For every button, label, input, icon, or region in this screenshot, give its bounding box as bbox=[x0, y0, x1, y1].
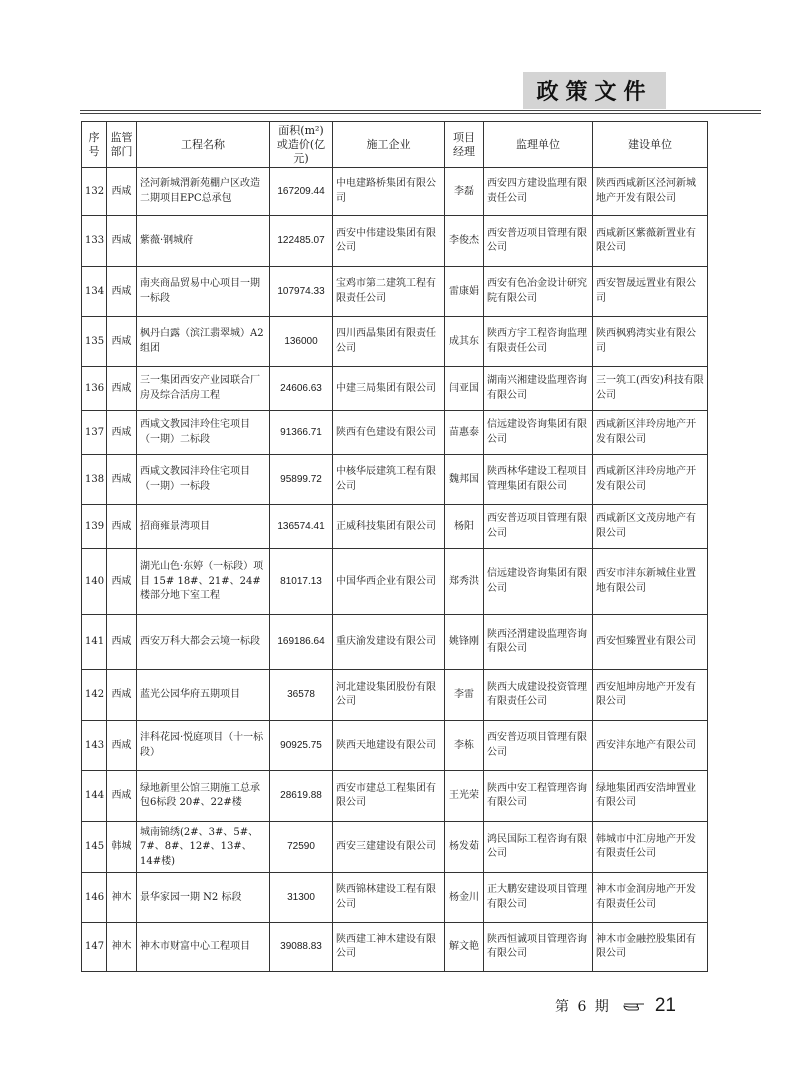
supervision-company: 陕西中安工程管理咨询有限公司 bbox=[484, 771, 593, 822]
owner-company: 西咸新区文茂房地产有限公司 bbox=[593, 505, 708, 549]
row-number: 138 bbox=[82, 455, 107, 505]
owner-company: 陕西西咸新区泾河新城地产开发有限公司 bbox=[593, 168, 708, 216]
supervision-company: 陕西恒诚项目管理咨询有限公司 bbox=[484, 923, 593, 972]
pointing-hand-icon bbox=[623, 1000, 645, 1012]
row-number: 140 bbox=[82, 549, 107, 615]
project-manager: 王光荣 bbox=[445, 771, 484, 822]
row-number: 135 bbox=[82, 317, 107, 367]
supervision-company: 陕西泾渭建设监理咨询有限公司 bbox=[484, 615, 593, 670]
project-name: 神木市财富中心工程项目 bbox=[137, 923, 270, 972]
owner-company: 神木市金润房地产开发有限责任公司 bbox=[593, 873, 708, 923]
row-number: 143 bbox=[82, 721, 107, 771]
project-manager: 李雷 bbox=[445, 670, 484, 721]
supervision-company: 西安普迈项目管理有限公司 bbox=[484, 721, 593, 771]
owner-company: 绿地集团西安浩坤置业有限公司 bbox=[593, 771, 708, 822]
construction-company: 中核华辰建筑工程有限公司 bbox=[333, 455, 445, 505]
owner-company: 三一筑工(西安)科技有限公司 bbox=[593, 367, 708, 411]
header-name: 工程名称 bbox=[137, 122, 270, 168]
table-row bbox=[82, 505, 708, 549]
supervising-dept: 西咸 bbox=[107, 771, 137, 822]
page-number: 21 bbox=[654, 995, 676, 1016]
project-manager: 苗惠泰 bbox=[445, 411, 484, 455]
project-name: 南夹商品贸易中心项目一期一标段 bbox=[137, 267, 270, 317]
table-row bbox=[82, 549, 708, 615]
area-or-cost: 167209.44 bbox=[270, 168, 333, 216]
header-rule bbox=[80, 110, 761, 111]
table-row bbox=[82, 411, 708, 455]
project-manager: 李栋 bbox=[445, 721, 484, 771]
construction-company: 河北建设集团股份有限公司 bbox=[333, 670, 445, 721]
row-number: 133 bbox=[82, 216, 107, 267]
area-or-cost: 122485.07 bbox=[270, 216, 333, 267]
owner-company: 西安沣东地产有限公司 bbox=[593, 721, 708, 771]
table-row bbox=[82, 216, 708, 267]
area-or-cost: 39088.83 bbox=[270, 923, 333, 972]
project-manager: 解文艳 bbox=[445, 923, 484, 972]
table-row bbox=[82, 615, 708, 670]
table-row bbox=[82, 455, 708, 505]
project-name: 枫丹白露（滨江翡翠城）A2组团 bbox=[137, 317, 270, 367]
supervision-company: 陕西林华建设工程项目管理集团有限公司 bbox=[484, 455, 593, 505]
construction-company: 中建三局集团有限公司 bbox=[333, 367, 445, 411]
construction-company: 西安三建建设有限公司 bbox=[333, 822, 445, 873]
project-manager: 闫亚国 bbox=[445, 367, 484, 411]
construction-company: 陕西建工神木建设有限公司 bbox=[333, 923, 445, 972]
project-manager: 李磊 bbox=[445, 168, 484, 216]
area-or-cost: 136000 bbox=[270, 317, 333, 367]
supervising-dept: 西咸 bbox=[107, 367, 137, 411]
table-row bbox=[82, 317, 708, 367]
supervising-dept: 西咸 bbox=[107, 317, 137, 367]
project-name: 城南锦绣(2#、3#、5#、7#、8#、12#、13#、14#楼) bbox=[137, 822, 270, 873]
area-or-cost: 36578 bbox=[270, 670, 333, 721]
construction-company: 中国华西企业有限公司 bbox=[333, 549, 445, 615]
construction-company: 陕西有色建设有限公司 bbox=[333, 411, 445, 455]
project-manager: 魏邦国 bbox=[445, 455, 484, 505]
row-number: 132 bbox=[82, 168, 107, 216]
project-name: 绿地新里公馆三期施工总承包6标段 20#、22#楼 bbox=[137, 771, 270, 822]
construction-company: 四川西晶集团有限责任公司 bbox=[333, 317, 445, 367]
project-name: 湖光山色·东婷（一标段）项目 15# 18#、21#、24# 楼部分地下室工程 bbox=[137, 549, 270, 615]
supervision-company: 陕西方宇工程咨询监理有限责任公司 bbox=[484, 317, 593, 367]
owner-company: 西安智晟远置业有限公司 bbox=[593, 267, 708, 317]
owner-company: 西咸新区紫薇新置业有限公司 bbox=[593, 216, 708, 267]
row-number: 136 bbox=[82, 367, 107, 411]
area-or-cost: 24606.63 bbox=[270, 367, 333, 411]
area-or-cost: 107974.33 bbox=[270, 267, 333, 317]
row-number: 144 bbox=[82, 771, 107, 822]
row-number: 134 bbox=[82, 267, 107, 317]
area-or-cost: 72590 bbox=[270, 822, 333, 873]
supervision-company: 信远建设咨询集团有限公司 bbox=[484, 411, 593, 455]
supervising-dept: 西咸 bbox=[107, 721, 137, 771]
supervising-dept: 西咸 bbox=[107, 455, 137, 505]
construction-company: 重庆渝发建设有限公司 bbox=[333, 615, 445, 670]
supervising-dept: 西咸 bbox=[107, 615, 137, 670]
project-manager: 杨金川 bbox=[445, 873, 484, 923]
owner-company: 神木市金融控股集团有限公司 bbox=[593, 923, 708, 972]
construction-company: 正威科技集团有限公司 bbox=[333, 505, 445, 549]
table-row bbox=[82, 822, 708, 873]
row-number: 139 bbox=[82, 505, 107, 549]
supervising-dept: 西咸 bbox=[107, 168, 137, 216]
area-or-cost: 95899.72 bbox=[270, 455, 333, 505]
project-name: 西安万科大都会云境一标段 bbox=[137, 615, 270, 670]
page-footer bbox=[555, 995, 676, 1017]
supervision-company: 湖南兴湘建设监理咨询有限公司 bbox=[484, 367, 593, 411]
project-name: 西咸文教园沣玲住宅项目（一期）二标段 bbox=[137, 411, 270, 455]
area-or-cost: 169186.64 bbox=[270, 615, 333, 670]
row-number: 147 bbox=[82, 923, 107, 972]
construction-company: 宝鸡市第二建筑工程有限责任公司 bbox=[333, 267, 445, 317]
project-manager: 郑秀洪 bbox=[445, 549, 484, 615]
supervising-dept: 神木 bbox=[107, 923, 137, 972]
owner-company: 西咸新区沣玲房地产开发有限公司 bbox=[593, 411, 708, 455]
table-row bbox=[82, 267, 708, 317]
project-manager: 雷康娟 bbox=[445, 267, 484, 317]
supervision-company: 西安普迈项目管理有限公司 bbox=[484, 216, 593, 267]
area-or-cost: 28619.88 bbox=[270, 771, 333, 822]
construction-company: 西安中伟建设集团有限公司 bbox=[333, 216, 445, 267]
table-row bbox=[82, 771, 708, 822]
supervising-dept: 西咸 bbox=[107, 670, 137, 721]
issue-number: 第 6 期 bbox=[555, 999, 611, 1015]
project-name: 西咸文教园沣玲住宅项目（一期）一标段 bbox=[137, 455, 270, 505]
owner-company: 西安市沣东新城住业置地有限公司 bbox=[593, 549, 708, 615]
supervising-dept: 神木 bbox=[107, 873, 137, 923]
header-area: 面积(m²)或造价(亿元) bbox=[270, 122, 333, 168]
project-manager: 杨阳 bbox=[445, 505, 484, 549]
header-builder: 施工企业 bbox=[333, 122, 445, 168]
table-row bbox=[82, 721, 708, 771]
owner-company: 西安恒臻置业有限公司 bbox=[593, 615, 708, 670]
row-number: 141 bbox=[82, 615, 107, 670]
table-header-row bbox=[82, 122, 708, 168]
table-row bbox=[82, 367, 708, 411]
header-supervisor: 监理单位 bbox=[484, 122, 593, 168]
project-name: 泾河新城渭新苑棚户区改造二期项目EPC总承包 bbox=[137, 168, 270, 216]
construction-company: 陕西锦林建设工程有限公司 bbox=[333, 873, 445, 923]
table-row bbox=[82, 873, 708, 923]
area-or-cost: 136574.41 bbox=[270, 505, 333, 549]
supervision-company: 西安普迈项目管理有限公司 bbox=[484, 505, 593, 549]
header-no: 序号 bbox=[82, 122, 107, 168]
project-manager: 杨发茹 bbox=[445, 822, 484, 873]
construction-company: 陕西天地建设有限公司 bbox=[333, 721, 445, 771]
project-name: 三一集团西安产业园联合厂房及综合活房工程 bbox=[137, 367, 270, 411]
supervision-company: 信远建设咨询集团有限公司 bbox=[484, 549, 593, 615]
project-manager: 成其东 bbox=[445, 317, 484, 367]
project-manager: 李俊杰 bbox=[445, 216, 484, 267]
supervising-dept: 西咸 bbox=[107, 505, 137, 549]
supervising-dept: 韩城 bbox=[107, 822, 137, 873]
project-name: 沣科花园·悦庭项目（十一标段） bbox=[137, 721, 270, 771]
supervising-dept: 西咸 bbox=[107, 549, 137, 615]
area-or-cost: 91366.71 bbox=[270, 411, 333, 455]
section-title: 政策文件 bbox=[523, 72, 666, 109]
area-or-cost: 90925.75 bbox=[270, 721, 333, 771]
supervision-company: 西安四方建设监理有限责任公司 bbox=[484, 168, 593, 216]
area-or-cost: 31300 bbox=[270, 873, 333, 923]
owner-company: 西咸新区沣玲房地产开发有限公司 bbox=[593, 455, 708, 505]
row-number: 142 bbox=[82, 670, 107, 721]
supervision-company: 鸿民国际工程咨询有限公司 bbox=[484, 822, 593, 873]
owner-company: 陕西枫鸦湾实业有限公司 bbox=[593, 317, 708, 367]
supervision-company: 西安有色冶金设计研究院有限公司 bbox=[484, 267, 593, 317]
row-number: 146 bbox=[82, 873, 107, 923]
row-number: 137 bbox=[82, 411, 107, 455]
header-rule-secondary bbox=[80, 113, 761, 114]
owner-company: 韩城市中汇房地产开发有限责任公司 bbox=[593, 822, 708, 873]
construction-company: 中电建路桥集团有限公司 bbox=[333, 168, 445, 216]
table-row bbox=[82, 923, 708, 972]
header-pm: 项目经理 bbox=[445, 122, 484, 168]
supervising-dept: 西咸 bbox=[107, 267, 137, 317]
project-table bbox=[81, 121, 708, 972]
row-number: 145 bbox=[82, 822, 107, 873]
table-row bbox=[82, 168, 708, 216]
project-name: 招商雍景湾项目 bbox=[137, 505, 270, 549]
owner-company: 西安旭坤房地产开发有限公司 bbox=[593, 670, 708, 721]
header-dept: 监管部门 bbox=[107, 122, 137, 168]
supervision-company: 正大鹏安建设项目管理有限公司 bbox=[484, 873, 593, 923]
project-name: 紫薇·钢城府 bbox=[137, 216, 270, 267]
area-or-cost: 81017.13 bbox=[270, 549, 333, 615]
table-row bbox=[82, 670, 708, 721]
supervision-company: 陕西大成建设投资管理有限责任公司 bbox=[484, 670, 593, 721]
construction-company: 西安市建总工程集团有限公司 bbox=[333, 771, 445, 822]
project-name: 景华家园一期 N2 标段 bbox=[137, 873, 270, 923]
project-manager: 姚锋刚 bbox=[445, 615, 484, 670]
supervising-dept: 西咸 bbox=[107, 411, 137, 455]
project-name: 蓝光公园华府五期项目 bbox=[137, 670, 270, 721]
supervising-dept: 西咸 bbox=[107, 216, 137, 267]
header-owner: 建设单位 bbox=[593, 122, 708, 168]
